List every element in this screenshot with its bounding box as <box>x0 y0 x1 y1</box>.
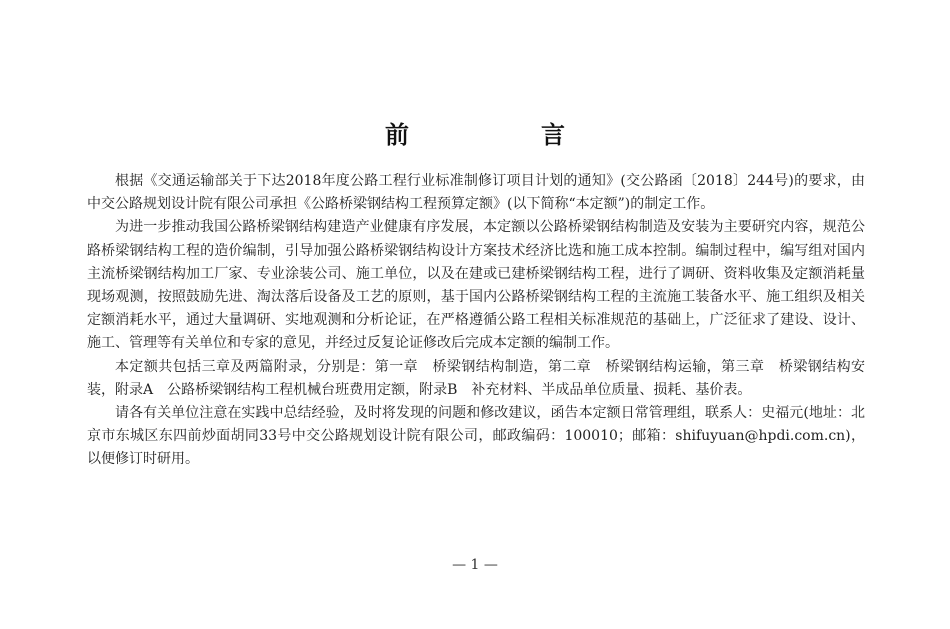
page-number: — 1 — <box>452 557 498 573</box>
paragraph-contact: 请各有关单位注意在实践中总结经验，及时将发现的问题和修改建议，函告本定额日常管理组，联系人：史福元(地址：北京市东城区东四前炒面胡同33号中交公路规划设计院有限公司，邮政编码：100010；邮箱：shifuyuan@hpdi.com.cn)，以便修订时研用。 <box>87 405 865 468</box>
body-text <box>87 170 865 472</box>
page-title: 前 言 <box>385 121 619 149</box>
paragraph-background: 根据《交通运输部关于下达2018年度公路工程行业标准制修订项目计划的通知》(交公路函〔2018〕244号)的要求，由中交公路规划设计院有限公司承担《公路桥梁钢结构工程预算定额》(以下简称“本定额”)的制定工作。 <box>87 173 865 213</box>
paragraph-purpose-and-process: 为进一步推动我国公路桥梁钢结构建造产业健康有序发展，本定额以公路桥梁钢结构制造及安装为主要研究内容，规范公路桥梁钢结构工程的造价编制，引导加强公路桥梁钢结构设计方案技术经济比选和施工成本控制。编制过程中，编写组对国内主流桥梁钢结构加工厂家、专业涂装公司、施工单位，以及在建或已建桥梁钢结构工程，进行了调研、资料收集及定额消耗量现场观测，按照鼓励先进、淘汰落后设备及工艺的原则，基于国内公路桥梁钢结构工程的主流施工装备水平、施工组织及相关定额消耗水平，通过大量调研、实地观测和分析论证，在严格遵循公路工程相关标准规范的基础上，广泛征求了建设、设计、施工、管理等有关单位和专家的意见，并经过反复论证修改后完成本定额的编制工作。 <box>87 219 865 352</box>
paragraph-contents: 本定额共包括三章及两篇附录，分别是：第一章 桥梁钢结构制造，第二章 桥梁钢结构运输，第三章 桥梁钢结构安装，附录A 公路桥梁钢结构工程机械台班费用定额，附录B 补充材料、半成品单位质量、损耗、基价表。 <box>87 358 865 398</box>
